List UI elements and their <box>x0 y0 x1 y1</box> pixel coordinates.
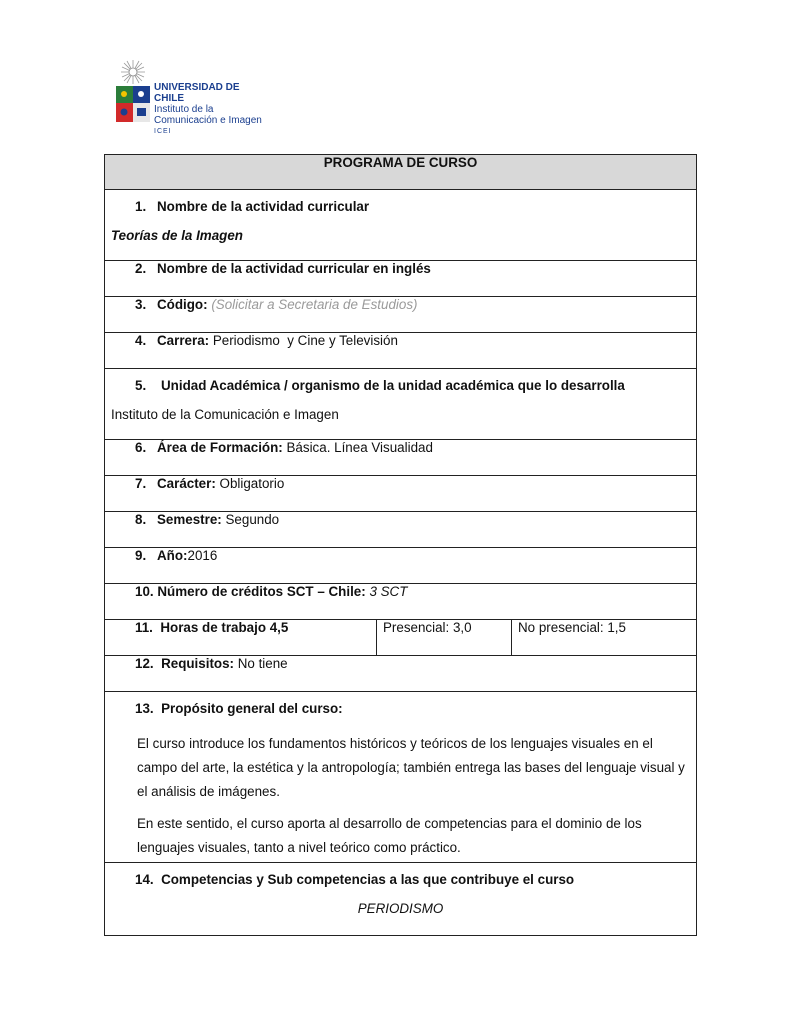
institute-abbr: ICEI <box>154 128 172 135</box>
row-label: Carácter: <box>157 476 216 491</box>
row-number: 2. <box>135 261 147 276</box>
course-program-table <box>104 154 697 936</box>
row-training-area <box>105 440 697 476</box>
row-number: 8. <box>135 512 147 527</box>
row-label: Nombre de la actividad curricular <box>157 199 370 214</box>
university-name: UNIVERSIDAD DE CHILE <box>154 82 240 104</box>
row-label: Carrera: <box>157 333 210 348</box>
no-presencial-hours: No presencial: 1,5 <box>512 620 697 656</box>
code-value: (Solicitar a Secretaria de Estudios) <box>211 297 418 312</box>
activity-name-value: Teorías de la Imagen <box>111 228 243 243</box>
row-number: 12. <box>135 656 154 671</box>
row-course-purpose <box>105 692 697 863</box>
row-credits <box>105 584 697 620</box>
row-label: Número de créditos SCT – Chile: <box>157 584 366 599</box>
competencies-career: PERIODISMO <box>357 901 444 916</box>
institute-line-2: Comunicación e Imagen <box>154 115 262 126</box>
row-academic-unit <box>105 369 697 440</box>
row-number: 1. <box>135 199 147 214</box>
row-work-hours <box>105 620 697 656</box>
row-number: 4. <box>135 333 147 348</box>
row-number: 13. <box>135 701 154 716</box>
row-label: Año: <box>157 548 188 563</box>
character-value: Obligatorio <box>219 476 285 491</box>
row-code <box>105 297 697 333</box>
row-label: Horas de trabajo 4,5 <box>160 620 289 635</box>
row-label: Propósito general del curso: <box>161 701 343 716</box>
row-number: 10. <box>135 584 154 599</box>
row-number: 14. <box>135 872 154 887</box>
row-number: 11. <box>135 620 153 635</box>
row-number: 3. <box>135 297 147 312</box>
row-number: 9. <box>135 548 147 563</box>
credits-value: 3 SCT <box>369 584 408 599</box>
row-label: Código: <box>157 297 208 312</box>
training-area-value: Básica. Línea Visualidad <box>286 440 433 455</box>
row-label: Semestre: <box>157 512 222 527</box>
row-number: 5. <box>135 378 147 393</box>
row-semester <box>105 512 697 548</box>
row-year <box>105 548 697 584</box>
table-header-row <box>105 155 697 190</box>
row-requirements <box>105 656 697 692</box>
row-number: 7. <box>135 476 147 491</box>
row-label: Nombre de la actividad curricular en inglés <box>157 261 431 276</box>
program-title: PROGRAMA DE CURSO <box>105 155 697 190</box>
year-value: 2016 <box>187 548 218 563</box>
row-label: Requisitos: <box>161 656 234 671</box>
row-label: Área de Formación: <box>157 440 283 455</box>
requirements-value: No tiene <box>237 656 288 671</box>
row-number: 6. <box>135 440 147 455</box>
academic-unit-value: Instituto de la Comunicación e Imagen <box>111 407 339 422</box>
presencial-hours: Presencial: 3,0 <box>377 620 512 656</box>
row-activity-name <box>105 190 697 261</box>
row-career <box>105 333 697 369</box>
row-label: Unidad Académica / organismo de la unidad académica que lo desarrolla <box>161 378 625 393</box>
career-value: Periodismo y Cine y Televisión <box>212 333 398 348</box>
semester-value: Segundo <box>225 512 280 527</box>
institution-logo <box>112 58 262 135</box>
purpose-paragraph-1: El curso introduce los fundamentos históricos y teóricos de los lenguajes visuales en el campo del arte, la estética y la antropología; también entrega las bases del lenguaje visual y el análisis de imágenes. <box>137 736 685 799</box>
purpose-paragraph-2: En este sentido, el curso aporta al desarrollo de competencias para el dominio de los lenguajes visuales, tanto a nivel teórico como práctico. <box>137 816 642 855</box>
institute-line-1: Instituto de la <box>154 104 214 115</box>
row-activity-name-english <box>105 261 697 297</box>
row-competencies <box>105 863 697 936</box>
university-seal-icon <box>112 58 154 128</box>
row-character <box>105 476 697 512</box>
row-label: Competencias y Sub competencias a las que contribuye el curso <box>161 872 575 887</box>
